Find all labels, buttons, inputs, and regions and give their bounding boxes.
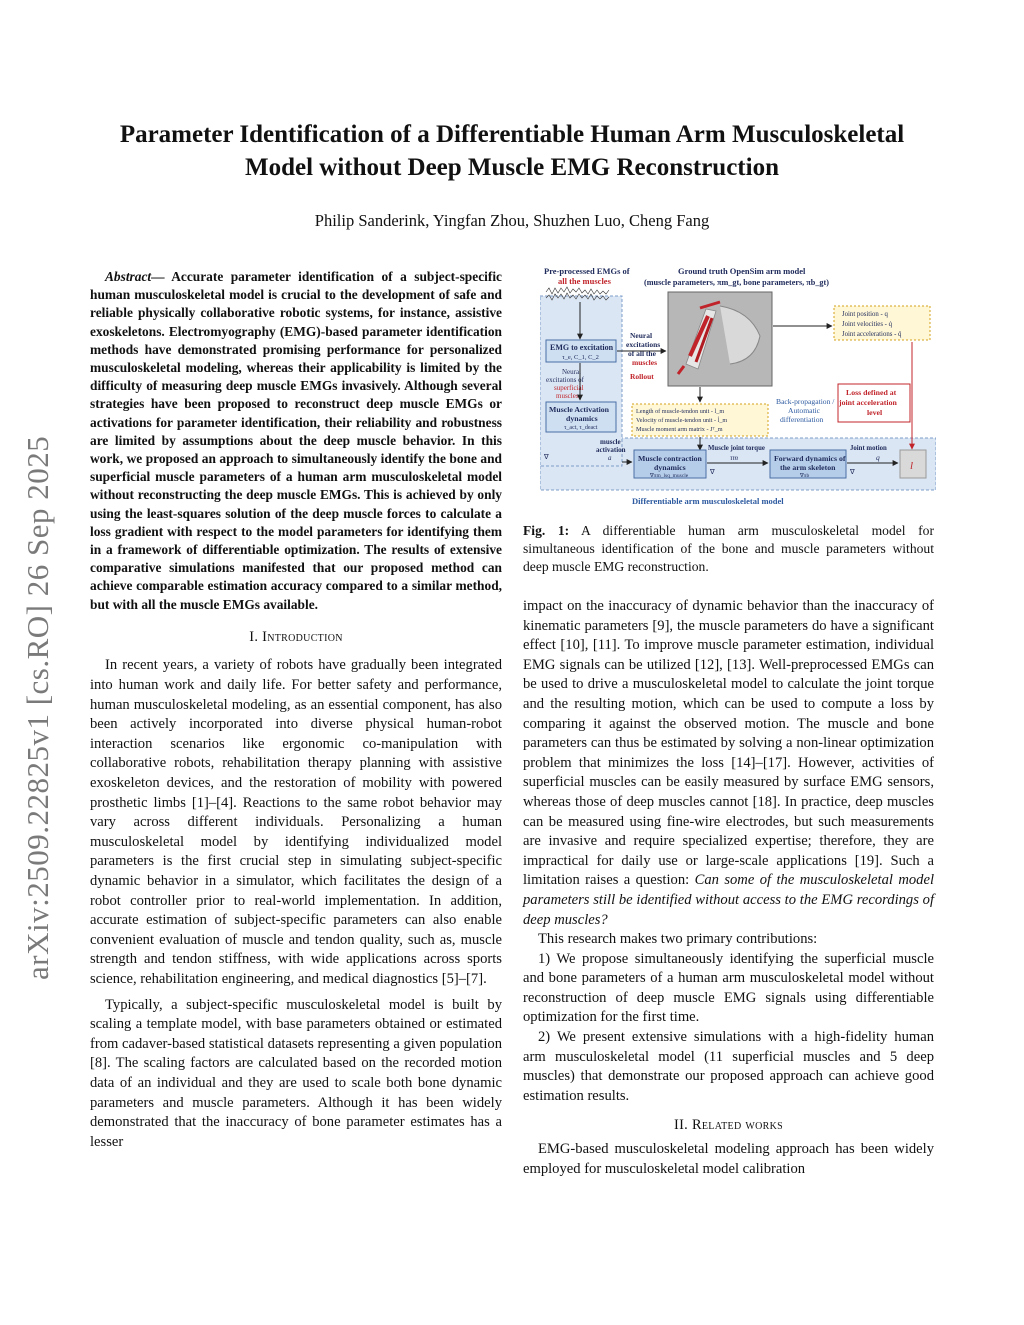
neural-exc-all-2: excitations [626, 340, 661, 349]
muscle-activation-symbol: a [608, 454, 612, 462]
neural-exc-sup-1: Neural [562, 368, 582, 376]
loss-label-3: level [867, 408, 883, 417]
section-title: Related works [692, 1117, 783, 1134]
contraction-1: Muscle contraction [638, 454, 702, 463]
forward-2: the arm skeleton [780, 463, 836, 472]
joint-position-label: Joint position - q [842, 311, 888, 318]
contribution-2: 2) We present extensive simulations with a high-fidelity human arm musculoskeletal model (11 superficial muscles and 5 deep muscles) that demonstrate our proposed approach can achieve good estimation results. [523, 1029, 934, 1104]
section-number: II. [674, 1117, 689, 1134]
loss-label-2: joint acceleration [839, 398, 897, 407]
joint-acceleration-label: Joint accelerations - q̈ [842, 331, 902, 338]
intro-paragraph-1: In recent years, a variety of robots have gradually been integrated into human work and daily life. For better safety and performance, human musculoskeletal modeling, as an essential component, has also been actively incorporated into diverse physical human-robot interaction scenarios like ergonomic co-manipulation with collaborative robots, rehabilitation therapy planning with assistive exoskeleton devices, and the restoration of mobility with powered prosthetic limbs [1]–[4]. Reactions to the same robot behavior may vary across different individuals. Personalizing a human musculoskeletal model by identifying individualized model parameters is the first crucial step in simulating subject-specific dynamic behavior in a simulator, which facilitates the design of a robot controller prior to real-world implementation. In addition, accurate estimation of subject-specific parameters can also enable convenient evaluation of muscle and tendon quality, such as, muscle strength and tendon stiffness, with wide applications across sports science, rehabilitation engineering, and medical diagnostics [5]–[7]. [90, 657, 502, 987]
gt-title-2: (muscle parameters, πm_gt, bone parameters, πb_gt) [644, 278, 829, 287]
section-heading-introduction [90, 628, 502, 648]
neural-exc-all-4: muscles [632, 358, 657, 367]
q-symbol: q [876, 453, 880, 462]
left-column [90, 268, 502, 1152]
contraction-2: dynamics [654, 463, 686, 472]
act-dyn-1: Muscle Activation [549, 405, 609, 414]
tendon-velocity: Velocity of muscle-tendon unit - l̇_m [636, 417, 728, 424]
emg-title-2: all the muscles [558, 276, 611, 286]
emg-title-1: Pre-processed EMGs of [544, 266, 630, 276]
muscle-activation-1: muscle [600, 438, 621, 446]
related-works-paragraph: EMG-based musculoskeletal modeling approach has been widely employed for musculoskeletal model calibration [523, 1141, 934, 1177]
neural-exc-all-1: Neural [630, 331, 653, 340]
paper-title [60, 118, 964, 184]
neural-exc-sup-3: superficial [554, 384, 584, 392]
contributions-intro: This research makes two primary contributions: [538, 931, 818, 948]
abstract-text: — Accurate parameter identification of a subject-specific human musculoskeletal model is crucial to the development of safe and reliable physically collaborative robotic systems, for instance, assistive exoskeletons. Electromyography (EMG)-based parameter identification methods have demonstrated promising performance for personalized musculoskeletal modeling, whereas their applicability is limited by the difficulty of measuring deep muscle EMGs invasively. Although several strategies have been proposed to reconstruct deep muscle EMGs or activations for parameter identification, their reliability and robustness are limited by assumptions about the deep muscle behavior. In this work, we proposed an approach to simultaneously identify the bone and superficial muscle parameters of a human arm musculoskeletal model without reconstructing the deep muscle EMGs. This is achieved by only using the least-squares solution of the deep muscle forces to calculate a loss gradient with respect to the model parameters for identifying them in a framework of differentiable optimization. The results of extensive comparative simulations manifested that our proposed method can achieve comparable estimation accuracy compared to a similar method, but with all the muscle EMGs available. [90, 269, 502, 612]
grad-q: ∇ [850, 468, 855, 476]
neural-exc-sup-4: muscles [556, 392, 579, 400]
loss-l-symbol: l [910, 460, 914, 472]
abstract-label: Abstract [105, 269, 152, 284]
title-line-1: Parameter Identification of a Differentiable Human Arm Musculoskeletal [119, 121, 905, 148]
gt-title-1: Ground truth OpenSim arm model [678, 266, 806, 276]
act-dyn-2: dynamics [566, 414, 598, 423]
forward-1: Forward dynamics of [774, 454, 846, 463]
grad-activation: ∇ [544, 453, 549, 461]
contraction-grad: ∇πm_lsq_muscle [650, 473, 689, 479]
title-line-2: Model without Deep Muscle EMG Reconstruction [245, 154, 779, 181]
caption-label: Fig. 1: [523, 523, 570, 538]
grad-tau: ∇ [710, 468, 715, 476]
joint-motion-label: Joint motion [850, 445, 887, 452]
right-column [523, 597, 934, 1179]
neural-exc-all-3: of all the [628, 349, 656, 358]
forward-grad: ∇πb [800, 473, 810, 479]
act-dyn-params: τ_act, τ_deact [564, 425, 598, 431]
section-title: Introduction [262, 628, 343, 645]
muscle-activation-2: activation [596, 446, 626, 454]
backprop-3: differentiation [780, 415, 824, 424]
tau-m-symbol: τm [730, 453, 739, 462]
section-number: I. [249, 628, 259, 645]
backprop-2: Automatic [788, 406, 821, 415]
right-paragraph-1-text: impact on the inaccuracy of dynamic behavior than the inaccuracy of kinematic parameters [9], the muscle parameters do have a significant effect [10], [11]. To improve muscle parameter estimation, individual EMG signals can be utilized [12], [13]. Well-preprocessed EMGs can be used to drive a musculoskeletal model to calculate the joint torque and the resulting motion, which can be used to compute a loss by comparing it against the observed motion. The muscle and bone parameters can thus be estimated by solving a non-linear optimization problem that minimizes the loss [14]–[17]. However, activities of superficial muscles can be easily measured by surface EMG sensors, whereas those of deep muscles cannot [18]. In practice, deep muscles can be measured using fine-wire electrodes, but such measurements are invasive and require specialized expertise; therefore, they are impractical for daily use or large-scale applications [19]. Such a limitation raises a question: [523, 598, 934, 889]
moment-arm: Muscle moment arm matrix - Jᵀ_m [636, 426, 723, 433]
section-heading-related-works [523, 1116, 934, 1136]
author-list: Philip Sanderink, Yingfan Zhou, Shuzhen Luo, Cheng Fang [314, 211, 710, 230]
figure-1-diagram [540, 266, 936, 508]
caption-text: A differentiable human arm musculoskeletal model for simultaneous identification of the bone and muscle parameters without deep muscle EMG reconstruction. [523, 523, 934, 574]
emg-to-excitation-params: τ_e, C_1, C_2 [562, 354, 599, 361]
backprop-1: Back-propagation / [776, 397, 835, 406]
rollout-label: Rollout [630, 372, 654, 381]
research-question: Can some of the musculoskeletal model parameters still be identified without access to the EMG recordings of deep muscles? [523, 872, 934, 928]
joint-velocity-label: Joint velocities - q̇ [842, 321, 893, 328]
tendon-length: Length of muscle-tendon unit - l_m [636, 408, 725, 415]
neural-exc-sup-2: excitations of [546, 376, 584, 384]
arxiv-identifier: arXiv:2509.22825v1 [cs.RO] 26 Sep 2025 [20, 435, 55, 980]
emg-to-excitation-label: EMG to excitation [550, 343, 614, 352]
loss-label-1: Loss defined at [846, 388, 897, 397]
contribution-1: 1) We propose simultaneously identifying the superficial muscle and bone parameters of a human arm musculoskeletal model without reconstruction of deep muscle EMG signals using differentiable optimization for the first time. [523, 950, 934, 1026]
intro-paragraph-2: Typically, a subject-specific musculoskeletal model is built by scaling a template model, with base parameters obtained or estimated from cadaver-based statistical datasets representing a given population [8]. The scaling factors are calculated based on the recorded motion data of an individual and they are used to scale both bone dynamic parameters and muscle parameters. Although it has been widely demonstrated that the inaccuracy of bone parameter estimates has a lesser [90, 996, 502, 1150]
right-paragraph-1 [523, 597, 934, 930]
abstract [90, 268, 502, 614]
differentiable-model-label: Differentiable arm musculoskeletal model [632, 496, 784, 506]
joint-torque-label: Muscle joint torque [708, 445, 765, 452]
figure-1-caption [523, 522, 934, 576]
